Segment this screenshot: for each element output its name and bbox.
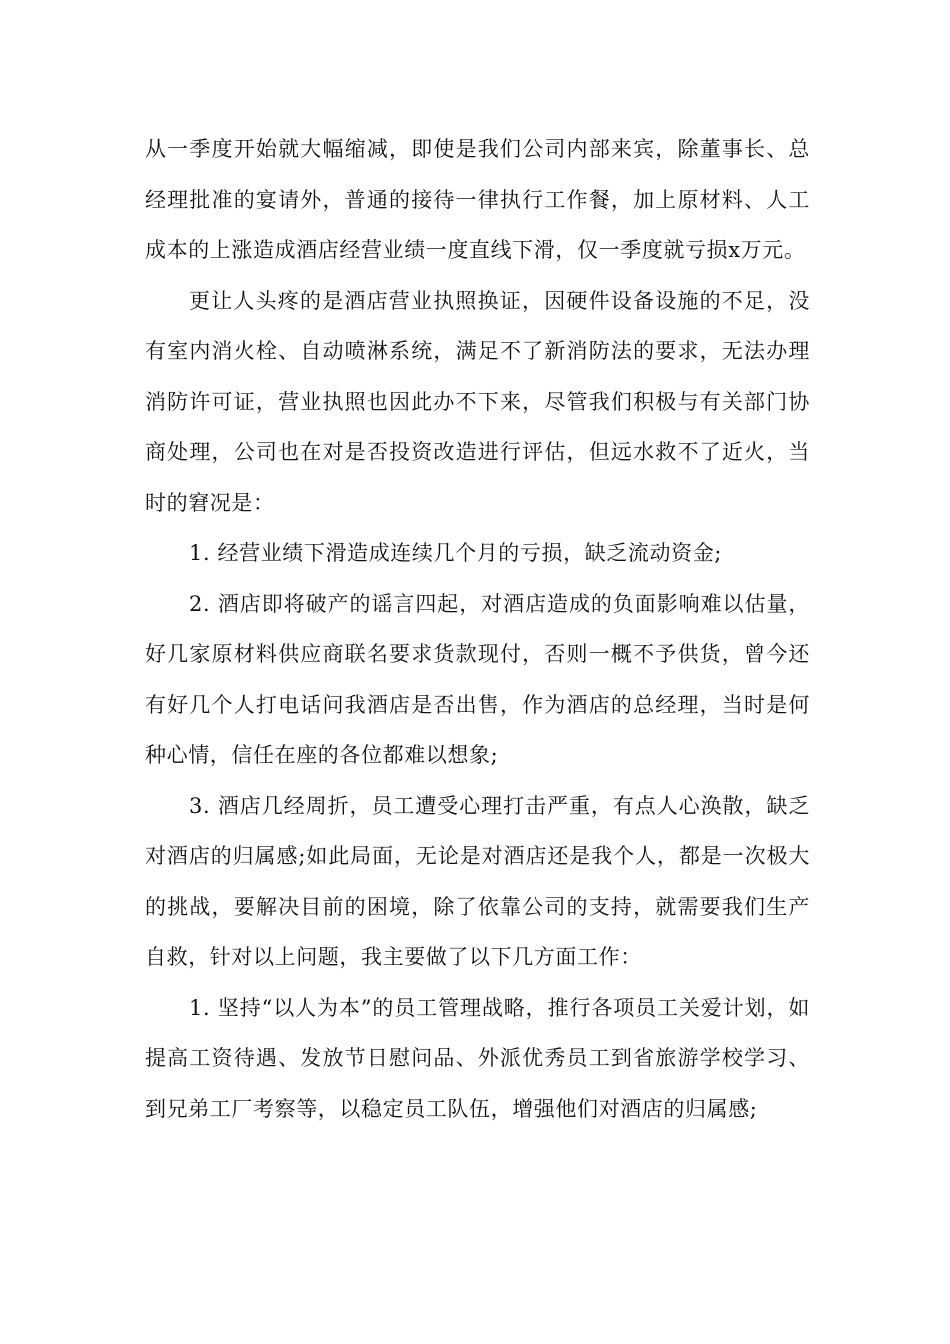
list-item-problem-3: 3. 酒店几经周折，员工遭受心理打击严重，有点人心涣散，缺乏对酒店的归属感;如此局面，无论是对酒店还是我个人，都是一次极大的挑战，要解决目前的困境，除了依靠公司的支持，就需要我们生产自救，针对以上问题，我主要做了以下几方面工作： <box>145 793 810 969</box>
document-body <box>145 124 810 1134</box>
list-item-measure-1: 1. 坚持“以人为本”的员工管理战略，推行各项员工关爱计划，如提高工资待遇、发放节日慰问品、外派优秀员工到省旅游学校学习、到兄弟工厂考察等，以稳定员工队伍，增强他们对酒店的归属感; <box>145 995 810 1121</box>
paragraph-continuation: 从一季度开始就大幅缩减，即使是我们公司内部来宾，除董事长、总经理批准的宴请外，普通的接待一律执行工作餐，加上原材料、人工成本的上涨造成酒店经营业绩一度直线下滑，仅一季度就亏损x万元。 <box>145 137 810 262</box>
list-item-problem-1: 1. 经营业绩下滑造成连续几个月的亏损，缺乏流动资金; <box>189 541 722 565</box>
list-item-problem-2: 2. 酒店即将破产的谣言四起，对酒店造成的负面影响难以估量，好几家原材料供应商联名要求货款现付，否则一概不予供货，曾今还有好几个人打电话问我酒店是否出售，作为酒店的总经理，当时是何种心情，信任在座的各位都难以想象; <box>145 591 810 767</box>
paragraph-license-issue: 更让人头疼的是酒店营业执照换证，因硬件设备设施的不足，没有室内消火栓、自动喷淋系统，满足不了新消防法的要求，无法办理消防许可证，营业执照也因此办不下来，尽管我们积极与有关部门协商处理，公司也在对是否投资改造进行评估，但远水救不了近火，当时的窘况是： <box>145 288 810 515</box>
